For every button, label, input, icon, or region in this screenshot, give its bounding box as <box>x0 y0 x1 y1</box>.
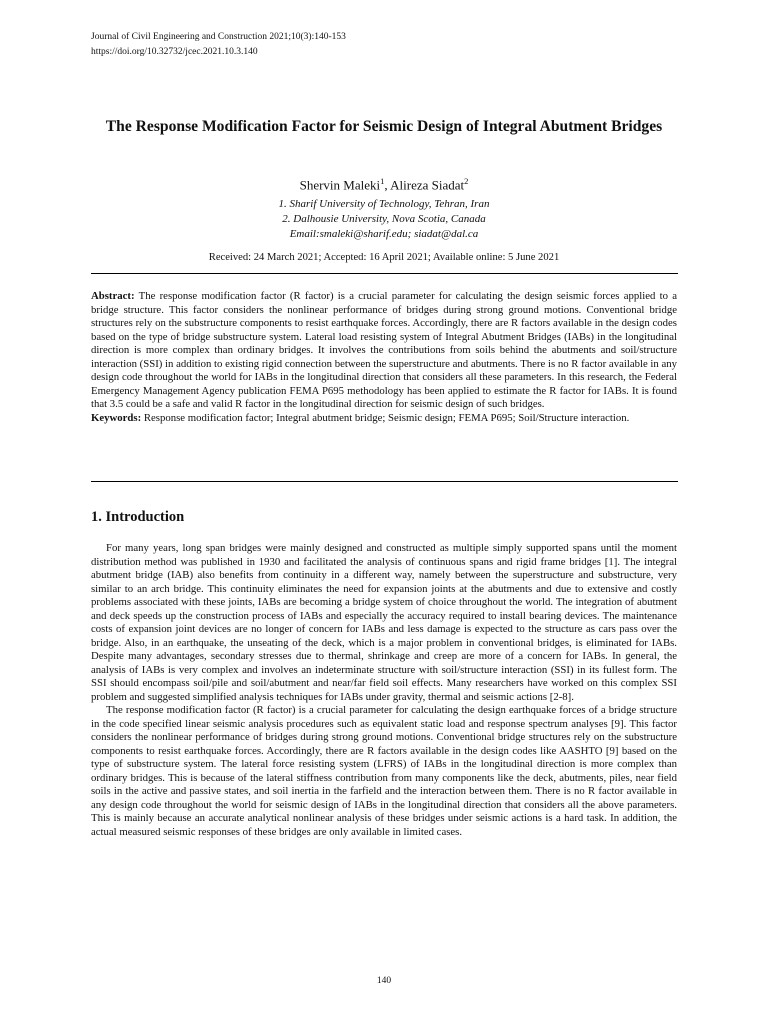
journal-header <box>91 30 346 60</box>
body-paragraph: For many years, long span bridges were mainly designed and constructed as multiple simply supported spans until the moment distribution method was published in 1930 and facilitated the analysis of continuous spans and rigid frame bridges [1]. The integral abutment bridge (IAB) also benefits from continuity in a different way, namely between the superstructure and substructure, very similar to an arch bridge. This continuity eliminates the need for expansion joints at the abutments and due to extensive and costly problems associated with these joints, IABs are becoming a bridge system of choice throughout the world. The integration of abutment and deck speeds up the construction process of IABs and especially the accuracy required to install bearing devices. The maintenance costs of expansion joint devices are no longer of concern for IABs and less damage is expected to the structure as cars pass over the bridge. Also, in an earthquake, the unseating of the deck, which is a major problem in conventional bridges, is eliminated for IABs. Despite many advantages, secondary stresses due to thermal, shrinkage and creep are more of a concern for IABs. In general, the analysis of IABs is very complex and involves an indeterminate structure with soil/structure interaction (SSI) in its fullest form. The SSI should encompass soil/pile and soil/abutment and near/far field soil effects. Many researchers have worked on this complex SSI problem and suggested simplified analysis techniques for IABs under gravity, thermal and seismic actions [2-8]. <box>91 542 677 703</box>
introduction-body <box>91 542 677 839</box>
publication-dates: Received: 24 March 2021; Accepted: 16 April 2021; Available online: 5 June 2021 <box>208 252 560 263</box>
author-list <box>91 173 677 193</box>
author-name: Shervin Maleki <box>299 177 381 193</box>
keywords-label: Keywords: <box>91 411 142 424</box>
doi-link[interactable]: https://doi.org/10.32732/jcec.2021.10.3.140 <box>91 47 258 57</box>
abstract-text: The response modification factor (R factor) is a crucial parameter for calculating the design seismic forces applied to a bridge structure. This factor considers the nonlinear performance of bridges during strong ground motions. Conventional bridge structures rely on the substructure components to resist earthquake forces. Accordingly, there are R factors available in the design codes based on the type of bridge substructure system. Lateral load resisting system of Integral Abutment Bridges (IABs) in the longitudinal direction is more complex than ordinary bridges. It involves the contributions from soils behind the abutments and soil/structure interaction (SSI) in addition to existing rigid connection between the superstructure and abutments. There is no R factor available in any design code throughout the world for IABs in the longitudinal direction that considers all these parameters. In this research, the Federal Emergency Management Agency publication FEMA P695 methodology has been applied to estimate the R factor for IABs. It is found that 3.5 could be a safe and valid R factor in the longitudinal direction for seismic design of such bridges. <box>91 290 677 410</box>
affiliation-line: 1. Sharif University of Technology, Tehran, Iran <box>278 198 490 210</box>
affiliations <box>91 197 677 242</box>
body-paragraph: The response modification factor (R factor) is a crucial parameter for calculating the design earthquake forces of a bridge structure in the code specified linear seismic analysis procedures such as equivalent static load and response spectrum analyses [9]. This factor considers the nonlinear performance of bridges during strong ground motions. Conventional bridge structures rely on the substructure components to resist earthquake forces. Accordingly, there are R factors available in the design codes like AASHTO [9] based on the type of substructure system. The lateral force resisting system (LFRS) of IABs in the longitudinal direction is more complex than ordinary bridges. This is because of the lateral stiffness contribution from many components like the deck, abutments, piles, near field soils in the active and passive states, and soil inertia in the farfield and the interaction between them. There is no R factor available in any design code throughout the world for seismic design of IABs in the longitudinal direction that considers all the above parameters. This is mainly because an accurate analytical nonlinear analysis of these bridges under seismic actions is a hard task. In addition, the actual measured seismic responses of these bridges are only available in limited cases. <box>91 704 677 838</box>
affiliation-marker: 1 <box>380 176 385 186</box>
abstract-label: Abstract: <box>91 290 135 302</box>
bottom-divider <box>91 481 678 482</box>
journal-citation: Journal of Civil Engineering and Construction 2021;10(3):140-153 <box>91 32 346 42</box>
author-separator: , <box>384 177 391 193</box>
affiliation-marker: 2 <box>464 176 469 186</box>
paper-title: The Response Modification Factor for Seismic Design of Integral Abutment Bridges <box>105 118 663 135</box>
author-name: Alireza Siadat <box>390 177 465 193</box>
author-emails[interactable]: Email:smaleki@sharif.edu; siadat@dal.ca <box>289 228 479 240</box>
affiliation-line: 2. Dalhousie University, Nova Scotia, Canada <box>282 213 486 225</box>
abstract-block <box>91 290 677 425</box>
page-number: 140 <box>376 976 392 986</box>
section-heading: 1. Introduction <box>91 509 185 525</box>
keywords-paragraph <box>91 412 677 426</box>
keywords-text: Response modification factor; Integral abutment bridge; Seismic design; FEMA P695; Soil/Structure interaction. <box>141 411 630 424</box>
top-divider <box>91 273 678 274</box>
abstract-paragraph <box>91 290 677 412</box>
